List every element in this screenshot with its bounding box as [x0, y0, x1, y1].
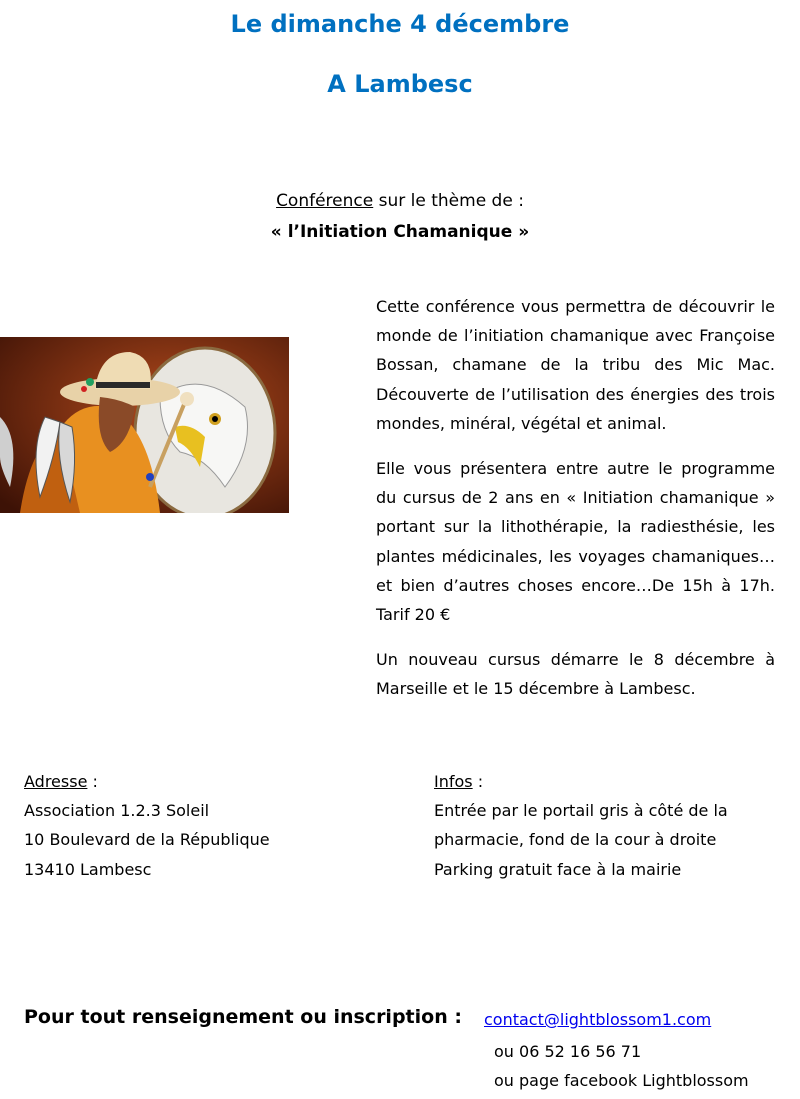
address-line: Association 1.2.3 Soleil [24, 801, 210, 821]
infos-label: Infos [434, 772, 473, 791]
address-label: Adresse [24, 772, 88, 791]
address-line: 10 Boulevard de la République [24, 830, 270, 850]
conference-theme-intro: sur le thème de : [373, 191, 524, 211]
description-paragraph: Un nouveau cursus démarre le 8 décembre à Marseille et le 15 décembre à Lambesc. [376, 650, 775, 699]
event-date-title: Le dimanche 4 décembre [230, 10, 570, 38]
contact-phone: ou 06 52 16 56 71 [494, 1042, 642, 1061]
shaman-drum-photo [0, 337, 289, 513]
address-label-sep: : [87, 772, 98, 791]
infos-label-sep: : [472, 772, 484, 791]
description-paragraph: Cette conférence vous permettra de découvrir le monde de l’initiation chamanique avec Françoise Bossan, chamane de la tribu des Mic Mac. Découverte de l’utilisation des énergies des trois mondes, minéral, végétal et animal. [376, 297, 775, 433]
conference-label: Conférence [276, 191, 374, 211]
infos-line: Parking gratuit face à la mairie [434, 859, 682, 879]
contact-email-link[interactable]: contact@lightblossom1.com [484, 1010, 712, 1029]
infos-line: pharmacie, fond de la cour à droite [434, 830, 717, 850]
conference-description [376, 292, 775, 720]
address-block [24, 767, 384, 884]
conference-heading [0, 186, 800, 248]
contact-facebook: ou page facebook Lightblossom [494, 1071, 749, 1090]
infos-line: Entrée par le portail gris à côté de la [434, 801, 728, 821]
infos-block [434, 767, 784, 884]
address-line: 13410 Lambesc [24, 859, 152, 879]
description-paragraph: Elle vous présentera entre autre le programme du cursus de 2 ans en « Initiation chamanique » portant sur la lithothérapie, la radiesthésie, les plantes médicinales, les voyages chamaniques…et bien d’autres choses encore…De 15h à 17h. Tarif 20 € [376, 459, 775, 625]
conference-subject: « l’Initiation Chamanique » [270, 222, 530, 242]
event-place-title: A Lambesc [327, 70, 473, 98]
contact-heading: Pour tout renseignement ou inscription : [24, 1006, 462, 1028]
